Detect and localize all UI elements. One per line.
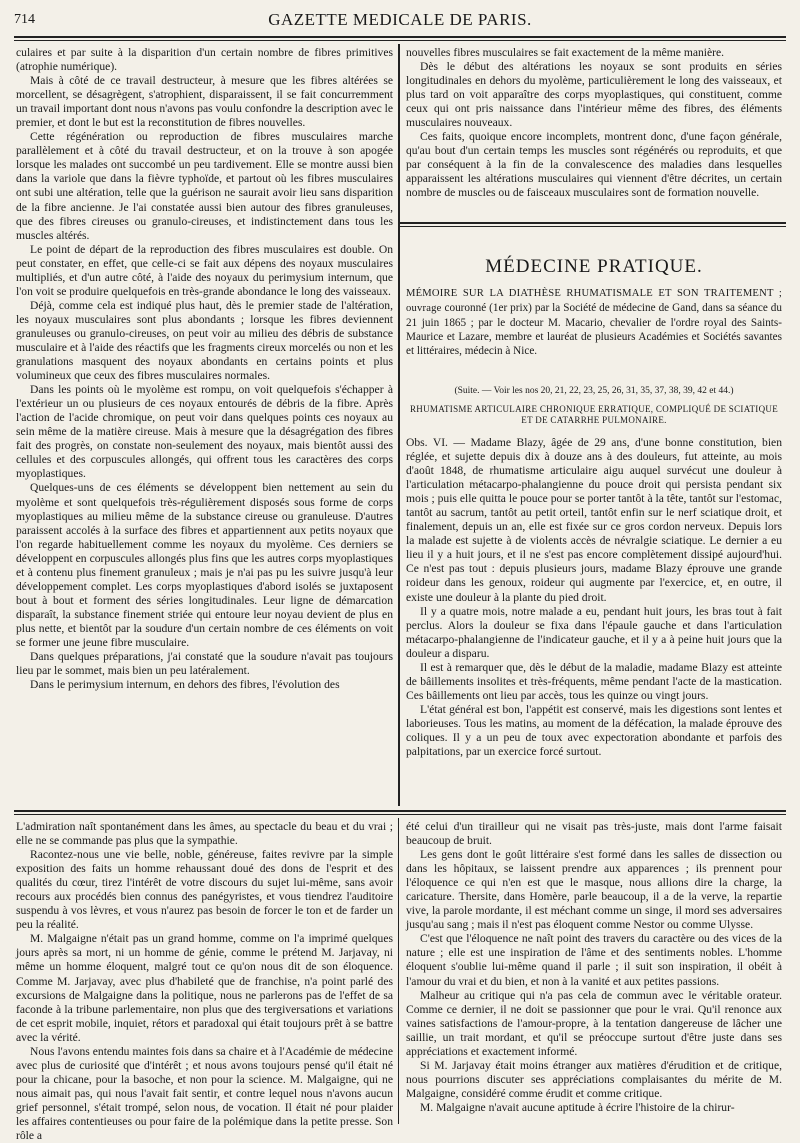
column-divider <box>398 44 400 806</box>
paragraph: Dans quelques préparations, j'ai constaté que la soudure n'avait pas toujours lieu par le sommet, mais bien un peu latéralement. <box>16 650 393 678</box>
feuilleton-rule-thin <box>14 814 786 815</box>
paragraph: Racontez-nous une vie belle, noble, généreuse, faites revivre par la simple exposition des faits un homme rehaussant doué des dons de l'esprit et des qualités du cœur, tirez l'intérêt de votre discours du sujet lui-même, sans avoir recours aux procédés bien connus des panégyristes, et vous tiendrez l'auditoire suspendu à vos lèvres, et vous n'aurez pas besoin de forcer le ton et de farder un peu la réalité. <box>16 848 393 932</box>
paragraph: Nous l'avons entendu maintes fois dans sa chaire et à l'Académie de médecine avec plus de curiosité que d'intérêt ; et nous avons toujours pensé qu'il était né pour la chicane, pour la basoche, et non pour la science. M. Malgaigne, qui ne nous aimait pas, qui nous l'avait fait sentir, et contre lequel nous n'avons aucun grief personnel, s'était trompé, selon nous, de vocation. Il était né pour plaider les affaires contentieuses ou pour faire de la polémique dans la petite presse. Son rôle a <box>16 1044 393 1143</box>
journal-title: GAZETTE MEDICALE DE PARIS. <box>268 10 532 29</box>
section-rule <box>400 222 786 224</box>
paragraph: Les gens dont le goût littéraire s'est formé dans les salles de dissection ou dans les hôpitaux, se laissent prendre aux apparences ; ils prennent pour l'éloquence ce qui n'en est que le masque, nous allions dire la charge, la caricature. Thersite, dans Homère, parle beaucoup, il a de la verve, la repartie vive, la parole mordante, il est méchant comme un singe, il mord ses adversaires jusqu'au sang ; mais il n'est pas éloquent comme Nestor ou comme Ulysse. <box>406 848 782 932</box>
paragraph: été celui d'un tirailleur qui ne visait pas très-juste, mais dont l'arme faisait beaucoup de bruit. <box>406 820 782 848</box>
right-column-top <box>406 46 782 214</box>
paragraph: Il y a quatre mois, notre malade a eu, pendant huit jours, les bras tout à fait perclus. Alors la douleur se fixa dans l'épaule gauche et dans l'articulation métacarpo-phalangienne de l'indicateur gauche, et il y a à peine huit jours que la douleur a disparu. <box>406 604 782 660</box>
memoir-title-caps: MÉMOIRE SUR LA DIATHÈSE RHUMATISMALE ET SON TRAITEMENT ; ouvrage <box>406 288 782 314</box>
feuilleton-right <box>406 820 782 1120</box>
paragraph: nouvelles fibres musculaires se fait exactement de la même manière. <box>406 46 725 59</box>
paragraph: M. Malgaigne n'avait aucune aptitude à écrire l'histoire de la chirur- <box>420 1100 735 1114</box>
paragraph: L'état général est bon, l'appétit est conservé, mais les digestions sont lentes et laborieuses. Tous les matins, au moment de la défécation, la malade éprouve des coliques. Il y a un peu de toux avec expectoration abondante et parfois des palpitations, par un exercice forcé surtout. <box>406 702 782 759</box>
memoir-suite: (Suite. — Voir les nos 20, 21, 22, 23, 25, 26, 31, 35, 37, 38, 39, 42 et 44.) <box>454 386 734 396</box>
page-header <box>14 8 786 38</box>
paragraph: Il est à remarquer que, dès le début de la maladie, madame Blazy est atteinte de bâillements insolites et très-fréquents, même pendant l'acte de la mastication. Ces bâillements ont lieu par accès, tous les quinze ou vingt jours. <box>406 660 782 702</box>
paragraph: Dans le perimysium internum, en dehors des fibres, l'évolution des <box>30 678 340 692</box>
header-rule <box>14 40 786 41</box>
paragraph: Malheur au critique qui n'a pas cela de commun avec le véritable orateur. Comme ce dernier, il ne doit se passionner que pour le vrai. Qu'il renonce aux vaines satisfactions de l'amour-propre, à la tentation dangereuse de lâcher une saillie, un trait mordant, et qu'il se préoccupe surtout d'être juste dans ses appréciations et exactement informé. <box>406 988 782 1058</box>
memoir-title-rest: couronné (1er prix) par la Société de médecine de Gand, dans sa séance du 21 juin 1865 ; par le docteur M. Macario, chevalier de l'ordre royal des Saints-Maurice et Lazare, membre et lauréat de plusieurs Académies et Sociétés savantes et littéraires, médecin à Nice. <box>406 302 782 357</box>
paragraph: Mais à côté de ce travail destructeur, à mesure que les fibres altérées se morcellent, se désagrègent, s'atrophient, disparaissent, il se fait concurremment un travail important dont nous n'avons pas voulu confondre la description avec le premier, et dont le but est la reconstitution de fibres nouvelles. <box>16 74 393 130</box>
feuilleton-rule <box>14 810 786 812</box>
paragraph: Le point de départ de la reproduction des fibres musculaires est double. On peut constater, en effet, que celle-ci se fait aux dépens des noyaux musculaires multipliés, et d'un autre côté, à l'aide des noyaux du perimysium internum, que l'on voit se produire quelquefois en très-grande abondance le long des vaisseaux. <box>16 242 393 298</box>
paragraph: M. Malgaigne n'était pas un grand homme, comme on l'a imprimé quelques jours après sa mort, ni un homme de génie, comme le prétend M. Jarjavay, ni même un homme éloquent, malgré tout ce qu'on nous dit de son éloquence. Comme M. Jarjavay, avec plus d'habileté que de franchise, n'a point parlé des excursions de Malgaigne dans la politique, nous ne parlerons pas de l'effet de sa faconde à la tribune parlementaire, non plus que des tergiversations et variations de cet esprit mobile, inquiet, rétors et paradoxal qui était toujours prêt à se battre avec la vérité. <box>16 932 393 1044</box>
paragraph: C'est que l'éloquence ne naît point des travers du caractère ou des vices de la nature ; elle est une inspiration de l'âme et des sentiments nobles. L'homme éloquent s'oublie lui-même quand il parle ; il suit son inspiration, il obéit à l'amour du vrai et du bien, et non à la vanité et aux petites passions. <box>406 932 782 988</box>
paragraph: Cette régénération ou reproduction de fibres musculaires marche parallèlement et à côté du travail destructeur, et on la trouve à son apogée lorsque les malades ont succombé un peu tardivement. Elle se montre aussi bien dans la variole que dans la fièvre typhoïde, et partout où les fibres musculaires ont subi une altération, telle que la guérison ne saurait avoir lieu sans disparition de la fibre ancienne. Je l'ai constatée aussi bien autour des fibres granuleuses, que des fibres cireuses ou granulo-cireuses, et indistinctement dans tous les muscles altérés. <box>16 130 393 242</box>
paragraph: Déjà, comme cela est indiqué plus haut, dès le premier stade de l'altération, les noyaux musculaires sont plus abondants ; lorsque les fibres deviennent granuleuses ou granulo-cireuses, on peut voir au milieu des débris de substance musculaire et à l'aide des réactifs que les fragments cireux morcelés ou non et les granulations masquent des noyaux abondants en certains points et plus volumineux que ceux des fibres musculaires normales. <box>16 298 393 383</box>
section-rule-thin <box>400 226 786 227</box>
paragraph: Dans les points où le myolème est rompu, on voit quelquefois s'échapper à l'extérieur un ou plusieurs de ces noyaux entourés de débris de la fibre. Après l'action de l'acide chromique, on peut voir dans quelques points ces noyaux au sein même de la matière cireuse. Mais à mesure que la désagrégation des fibres fait des progrès, on constate non-seulement des noyaux, mais bientôt aussi des cellules et des corpuscules allongés, qui offrent tous les caractères des corps myoplastiques. <box>16 383 393 481</box>
paragraph: Dès le début des altérations les noyaux se sont produits en séries longitudinales en dehors du myolème, particulièrement le long des vaisseaux, et plus tard on voit apparaître des corps myoplastiques, qui constituent, comme ceux qui ont pris naissance dans l'intérieur même des fibres, des éléments musculaires nouveaux. <box>406 60 782 130</box>
paragraph: Ces faits, quoique encore incomplets, montrent donc, d'une façon générale, qu'au bout d'un certain temps les muscles sont régénérés ou reproduits, et que par conséquent à la fin de la convalescence des maladies dans lesquelles apparaissent les altérations musculaires qui viennent d'être décrites, un certain nombre de muscles ou de faisceaux musculaires sont de formation nouvelle. <box>406 130 782 200</box>
paragraph: culaires et par suite à la disparition d'un certain nombre de fibres primitives (atrophie numérique). <box>16 46 393 74</box>
memoir-subhead: RHUMATISME ARTICULAIRE CHRONIQUE ERRATIQUE, COMPLIQUÉ DE SCIATIQUE ET DE CATARRHE PULMONAIRE. <box>409 404 778 425</box>
paragraph: Si M. Jarjavay était moins étranger aux matières d'érudition et de critique, nous pourrions discuter ses appréciations complaisantes du mérite de M. Malgaigne, considéré comme érudit et comme critique. <box>406 1058 782 1100</box>
section-title: MÉDECINE PRATIQUE. <box>485 256 703 277</box>
feuilleton-divider <box>398 818 399 1124</box>
paragraph: L'admiration naît spontanément dans les âmes, au spectacle du beau et du vrai ; elle ne se commande pas plus que la sympathie. <box>16 820 393 848</box>
paragraph: Quelques-uns de ces éléments se développent bien nettement au sein du myolème et sont quelquefois très-régulièrement disposés sous forme de corps myoplastiques au milieu même de la substance cireuse ou granuleuse. D'autres paraissent accolés à la surface des fibres et appartiennent aux petits noyaux que l'on regarde habituellement comme les noyaux du myolème. Ces derniers se développent en corpuscules allongés plus fins que les autres corps myoplastiques et à contenu plus finement granuleux ; mais je n'ai pas pu les suivre jusqu'à leur développement complet. Les corps myoplastiques d'abord isolés se juxtaposent bout à bout et forment des séries longitudinales. Leur ligne de démarcation disparaît, la substance finement striée qui entoure leur noyau devient de plus en plus nette, et bientôt par la soudure d'un certain nombre de ces éléments on voit se former une jeune fibre musculaire. <box>16 481 393 649</box>
left-column <box>16 46 393 801</box>
right-column-bottom <box>406 436 782 806</box>
feuilleton-left <box>16 820 393 1143</box>
memoir-title <box>406 286 782 358</box>
page-number: 714 <box>14 12 35 27</box>
paragraph: Obs. VI. — Madame Blazy, âgée de 29 ans, d'une bonne constitution, bien réglée, et sujette depuis dix à douze ans à des douleurs, fut atteinte, au mois d'août 1848, de rhumatisme articulaire aigu auquel survécut une douleur à l'articulation métacarpo-phalangienne du pouce droit qui persista pendant six mois ; puis elle quitta le pouce pour se porter tantôt à la tête, tantôt sur l'estomac, tantôt au sacrum, tantôt au petit orteil, tantôt enfin sur le nerf sciatique droit, et finalement, depuis un an, elle est fixée sur ce gros cordon nerveux. Depuis lors la malade est sujette à de violents accès de névralgie sciatique. Le dernier a eu lieu il y a huit jours, et il ne s'est pas encore complètement dissipé aujourd'hui. Ce n'est pas tout : depuis plusieurs jours, madame Blazy éprouve une grande roideur dans les genoux, roideur qui augmente par l'exercice, et, en outre, il existe une douleur à la plante du pied droit. <box>406 436 782 604</box>
